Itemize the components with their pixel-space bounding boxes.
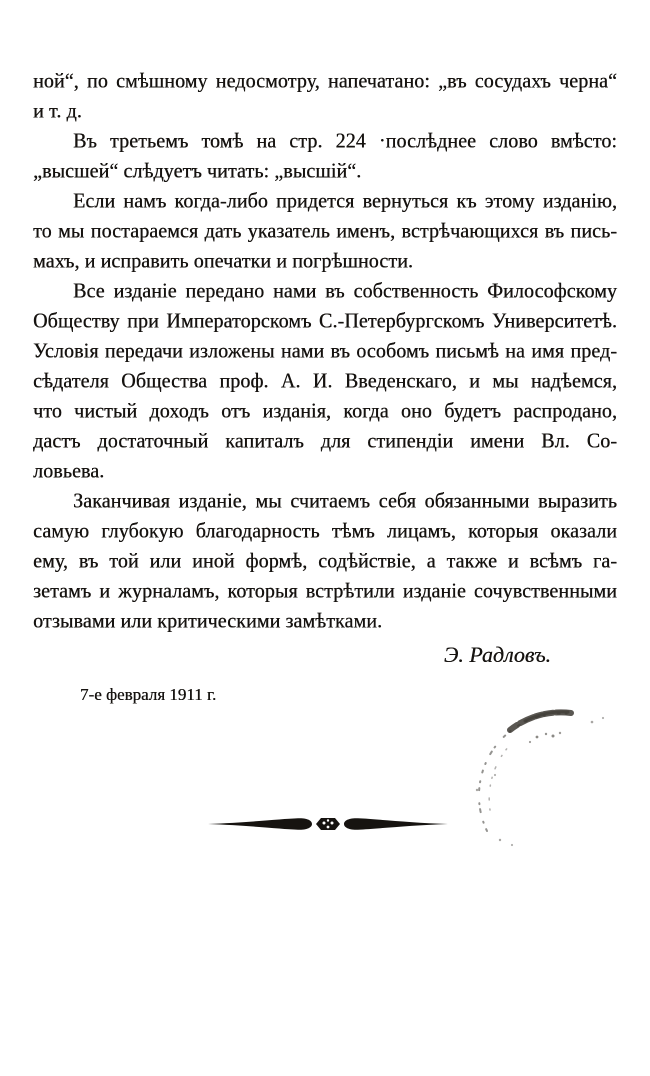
text-line: ему, въ той или иной формѣ, содѣйствіе, а также и всѣмъ га- bbox=[33, 549, 617, 573]
text-line: Въ третьемъ томѣ на стр. 224 ·послѣднее слово вмѣсто: bbox=[73, 129, 617, 153]
text-line: Условія передачи изложены нами въ особомъ письмѣ на имя пред- bbox=[33, 339, 617, 363]
text-line: ной“, по смѣшному недосмотру, напечатано: „въ сосудахъ черна“ bbox=[33, 69, 617, 93]
text-line: Если намъ когда-либо придется вернуться къ этому изданію, bbox=[73, 189, 617, 213]
library-stamp-icon bbox=[440, 690, 650, 850]
text-line: самую глубокую благодарность тѣмъ лицамъ, которыя оказали bbox=[33, 519, 617, 543]
text-line: то мы постараемся дать указатель именъ, встрѣчающихся въ пись- bbox=[33, 219, 617, 243]
text-line: Обществу при Императорскомъ С.-Петербургскомъ Университетѣ. bbox=[33, 309, 617, 333]
text-line: сѣдателя Общества проф. А. И. Введенскаго, и мы надѣемся, bbox=[33, 369, 617, 393]
page-text bbox=[33, 66, 617, 636]
text-line: отзывами или критическими замѣтками. bbox=[33, 609, 383, 633]
text-line: Заканчивая изданіе, мы считаемъ себя обязанными выразить bbox=[73, 489, 617, 513]
author-signature: Э. Радловъ. bbox=[443, 642, 551, 667]
text-line: дастъ достаточный капиталъ для стипендіи имени Вл. Со- bbox=[33, 429, 617, 453]
text-line: Все изданіе передано нами въ собственность Философскому bbox=[73, 279, 617, 303]
text-line: зетамъ и журналамъ, которыя встрѣтили изданіе сочувственными bbox=[33, 579, 617, 603]
tailpiece-divider-icon bbox=[208, 810, 448, 838]
text-line: махъ, и исправить опечатки и погрѣшности. bbox=[33, 249, 413, 273]
text-line: ловьева. bbox=[33, 459, 105, 483]
date-line: 7-е февраля 1911 г. bbox=[80, 685, 217, 704]
text-line: и т. д. bbox=[33, 99, 82, 123]
text-line: что чистый доходъ отъ изданія, когда оно будетъ распродано, bbox=[33, 399, 617, 423]
text-line: „высшей“ слѣдуетъ читать: „высшій“. bbox=[33, 159, 362, 183]
